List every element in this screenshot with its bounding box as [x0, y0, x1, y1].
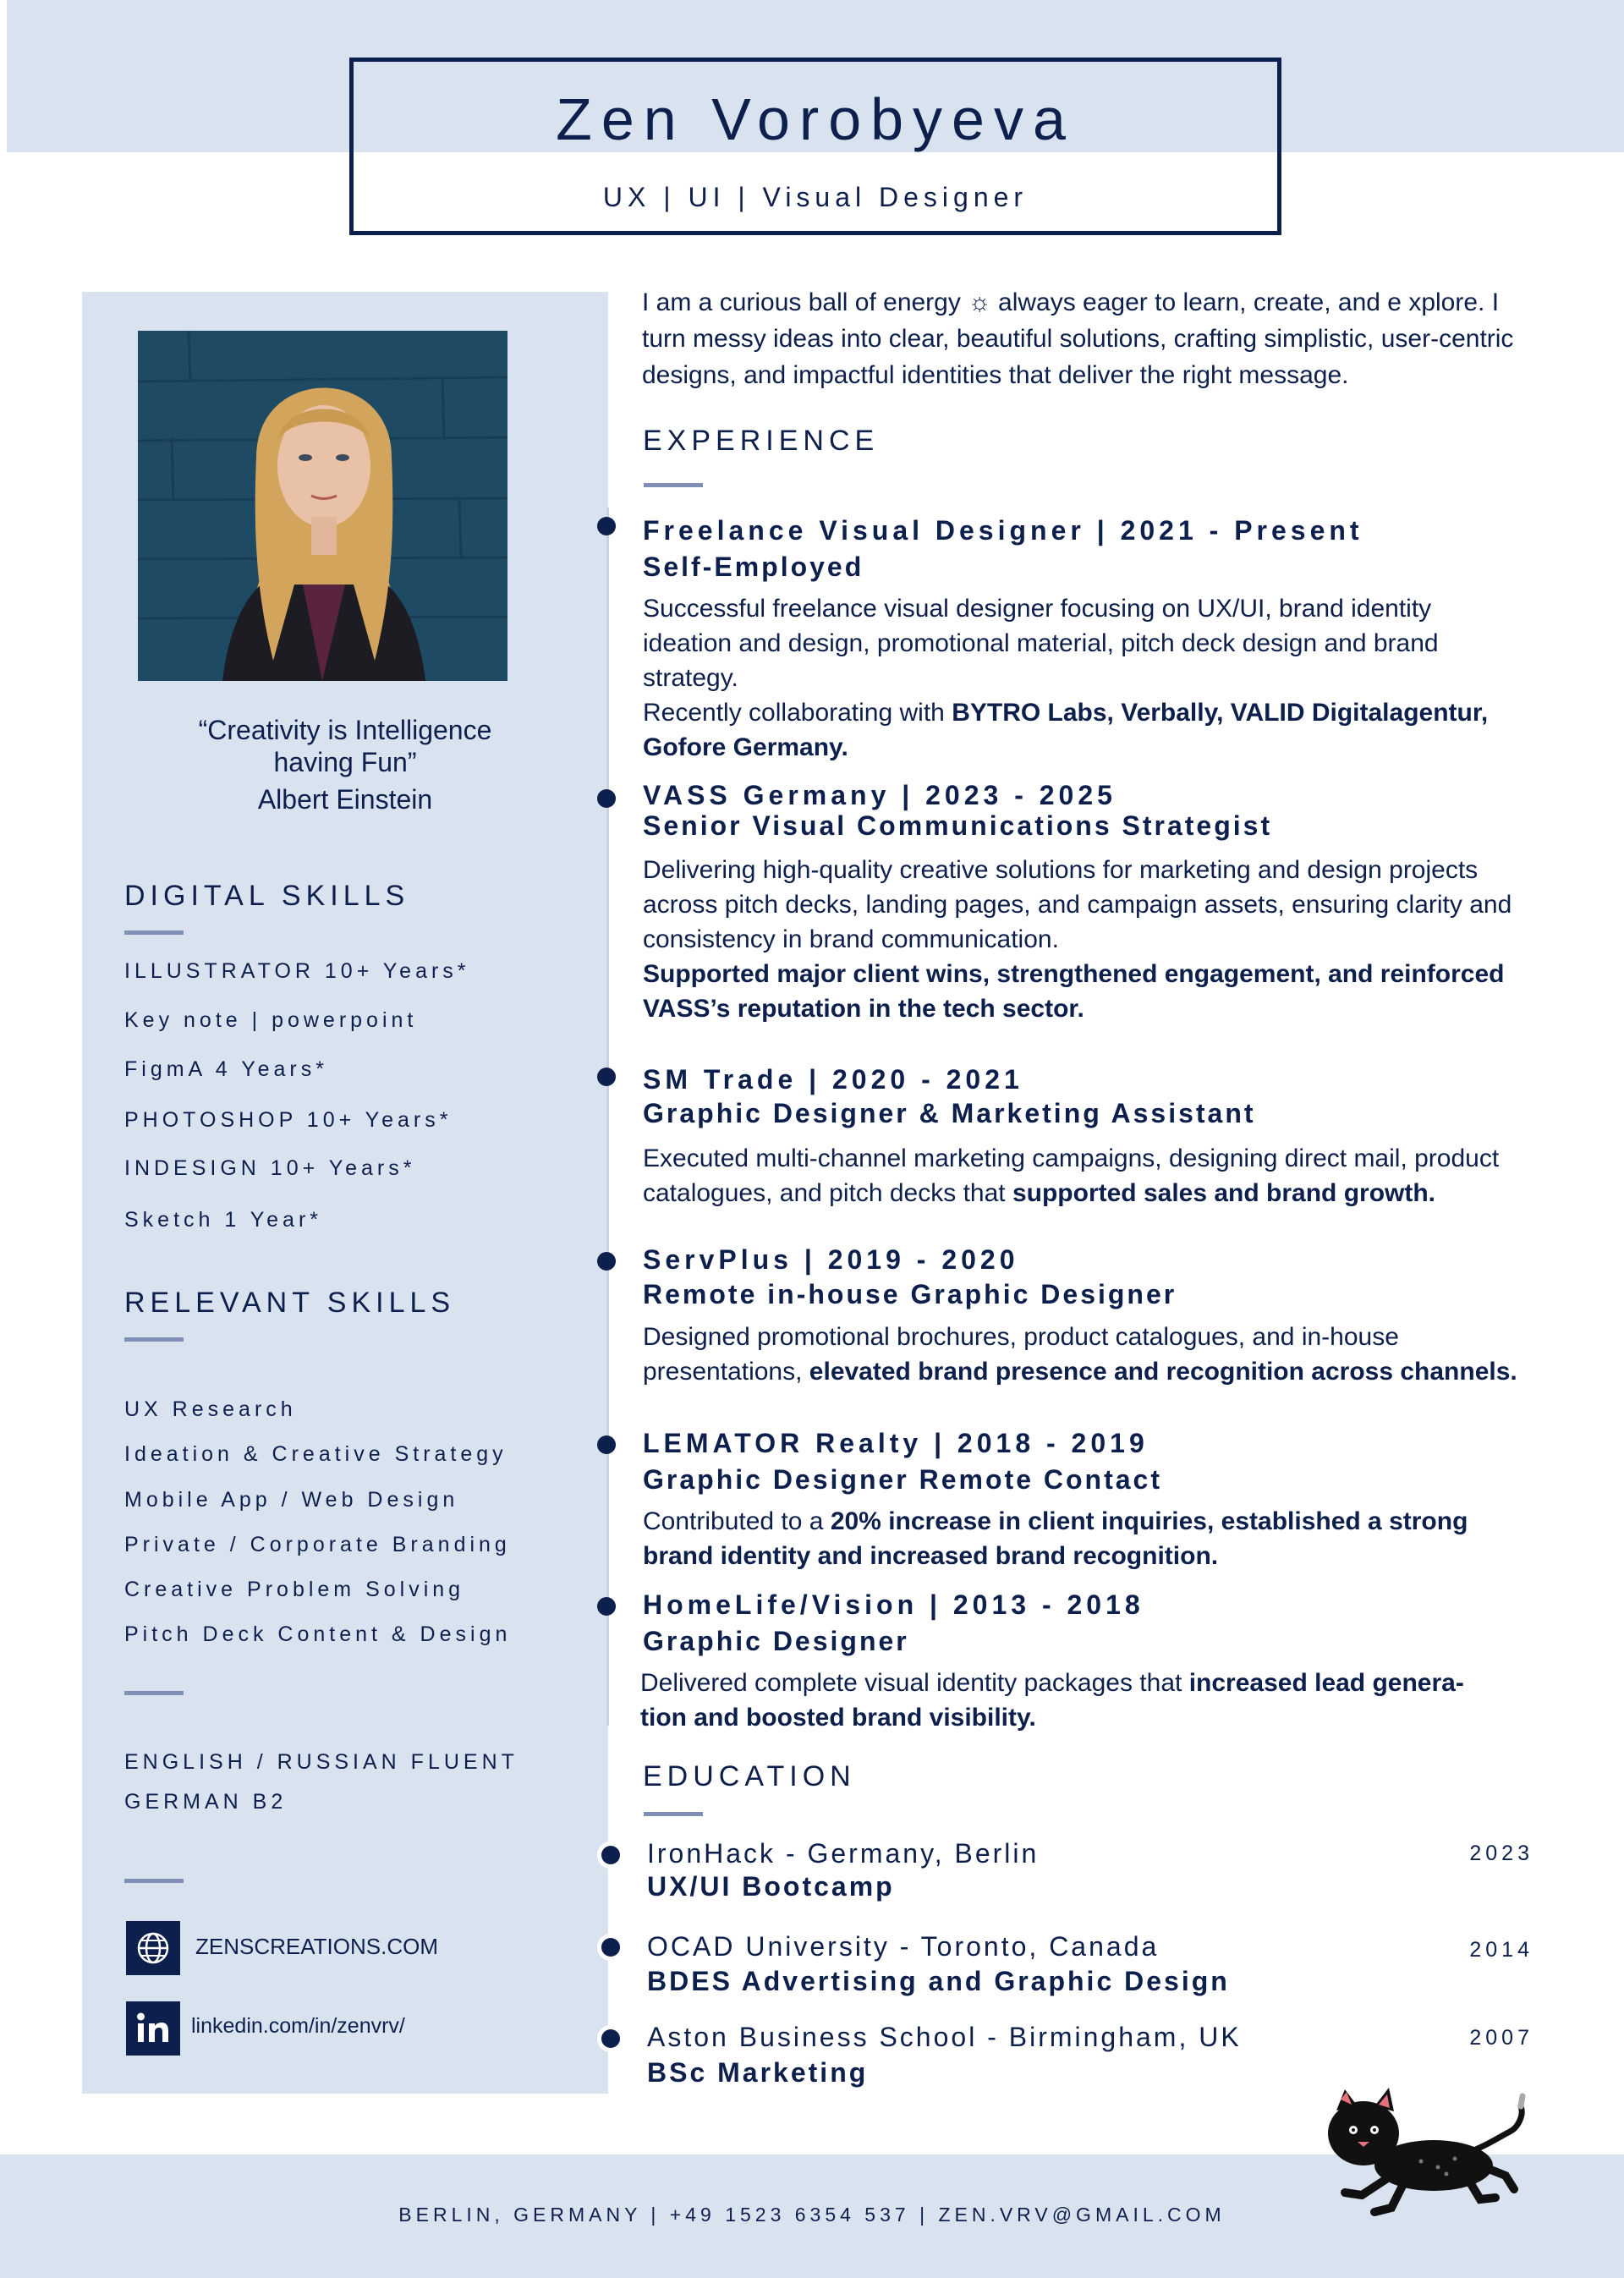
job-title: VASS Germany | 2023 - 2025	[643, 780, 1116, 810]
job-subtitle: Senior Visual Communications Strategist	[643, 810, 1273, 841]
job-description	[643, 1504, 1522, 1573]
job-description-text: Recently collaborating with	[643, 699, 952, 727]
job-description-text: Delivered complete visual identity packages that	[640, 1669, 1189, 1697]
profile-photo	[138, 331, 508, 681]
job-highlight: Supported major client wins, strengthened engagement, and reinforced VASS’s reputation in the tech sector.	[643, 960, 1505, 1023]
job-subtitle: Graphic Designer & Marketing Assistant	[643, 1098, 1256, 1128]
digital-skill-item: Sketch 1 Year*	[124, 1208, 323, 1232]
education-year: 2007	[1469, 2026, 1533, 2050]
relevant-skill-item: UX Research	[124, 1397, 297, 1421]
job-subtitle: Graphic Designer	[643, 1626, 909, 1656]
education-degree: BSc Marketing	[647, 2057, 869, 2088]
person-name: Zen Vorobyeva	[556, 86, 1075, 152]
digital-skill-item: PHOTOSHOP 10+ Years*	[124, 1108, 453, 1132]
job-description-text: Delivering high-quality creative solutions for marketing and design projects across pitch decks, landing pages, and campaign assets, ensuring clarity and consistency in brand communication.	[643, 856, 1512, 953]
linkedin-link[interactable]: linkedin.com/in/zenvrv/	[191, 2014, 405, 2038]
intro-text: I am a curious ball of energy ☼ always eager to learn, create, and e xplore. I turn messy ideas into clear, beautiful solutions, crafting simplistic, user-centric designs, and impactful identities that deliver the right message.	[642, 288, 1514, 389]
relevant-skill-item: Creative Problem Solving	[124, 1578, 465, 1601]
cat-illustration	[1311, 2081, 1531, 2225]
name-box	[349, 58, 1281, 235]
divider	[124, 1691, 184, 1695]
digital-skill-item: ILLUSTRATOR 10+ Years*	[124, 959, 470, 983]
education-school: IronHack - Germany, Berlin	[647, 1838, 1040, 1869]
timeline-dot	[597, 1597, 616, 1616]
job-description	[643, 591, 1522, 765]
website-link[interactable]: ZENSCREATIONS.COM	[195, 1934, 438, 1959]
timeline-dot	[601, 1938, 620, 1957]
job-description	[643, 1320, 1522, 1389]
job-title: LEMATOR Realty | 2018 - 2019	[643, 1428, 1149, 1458]
timeline-dot	[597, 517, 616, 535]
globe-icon	[126, 1921, 180, 1975]
job-description	[643, 853, 1522, 1026]
job-highlight: 20% increase in client inquiries, established a strong brand identity and increased brand recognition.	[643, 1507, 1468, 1570]
quote-line-2: having Fun”	[273, 747, 417, 777]
language-item: GERMAN B2	[124, 1790, 288, 1814]
education-degree: BDES Advertising and Graphic Design	[647, 1966, 1230, 1996]
digital-skill-item: INDESIGN 10+ Years*	[124, 1156, 416, 1180]
digital-skill-item: FigmA 4 Years*	[124, 1057, 328, 1081]
relevant-skill-item: Pitch Deck Content & Design	[124, 1622, 512, 1646]
divider	[124, 930, 184, 935]
job-title: Freelance Visual Designer | 2021 - Present	[643, 515, 1363, 546]
education-title: EDUCATION	[643, 1760, 856, 1792]
relevant-skill-item: Private / Corporate Branding	[124, 1533, 511, 1556]
job-highlight: elevated brand presence and recognition across channels.	[809, 1358, 1517, 1386]
linkedin-icon	[126, 2001, 180, 2056]
education-school: OCAD University - Toronto, Canada	[647, 1931, 1160, 1962]
education-year: 2023	[1469, 1842, 1533, 1865]
job-highlight: supported sales and brand growth.	[1012, 1179, 1436, 1207]
language-item: ENGLISH / RUSSIAN FLUENT	[124, 1750, 518, 1774]
divider	[124, 1879, 184, 1883]
timeline-dot	[597, 1435, 616, 1454]
job-subtitle: Graphic Designer Remote Contact	[643, 1464, 1162, 1495]
relevant-skill-item: Ideation & Creative Strategy	[124, 1442, 508, 1466]
digital-skills-title: DIGITAL SKILLS	[124, 880, 410, 912]
job-description-text: Successful freelance visual designer focusing on UX/UI, brand identity ideation and design, promotional material, pitch deck design and brand strategy.	[643, 595, 1439, 692]
timeline-line	[606, 508, 609, 1726]
job-highlight: increased lead genera- tion and boosted brand visibility.	[640, 1669, 1464, 1732]
job-title: ServPlus | 2019 - 2020	[643, 1244, 1019, 1275]
education-degree: UX/UI Bootcamp	[647, 1871, 895, 1902]
job-description	[643, 1141, 1522, 1210]
timeline-dot	[597, 789, 616, 808]
relevant-skill-item: Mobile App / Web Design	[124, 1488, 459, 1512]
experience-title: EXPERIENCE	[643, 425, 880, 457]
divider	[644, 1812, 703, 1816]
timeline-dot	[597, 1068, 616, 1086]
timeline-dot	[597, 1252, 616, 1271]
job-highlight: BYTRO Labs, Verbally, VALID Digitalagentur, Gofore Germany.	[643, 699, 1489, 761]
job-description-text: Designed promotional brochures, product catalogues, and in-house presentations,	[643, 1323, 1399, 1386]
quote-author: Albert Einstein	[257, 784, 433, 815]
job-description	[640, 1666, 1486, 1735]
job-title: SM Trade | 2020 - 2021	[643, 1064, 1023, 1095]
job-subtitle: Self-Employed	[643, 552, 864, 582]
job-role: UX | UI | Visual Designer	[602, 182, 1029, 212]
timeline-dot	[601, 2029, 620, 2048]
divider	[644, 483, 703, 487]
job-description-text: Contributed to a	[643, 1507, 831, 1535]
education-school: Aston Business School - Birmingham, UK	[647, 2022, 1242, 2052]
job-subtitle: Remote in-house Graphic Designer	[643, 1279, 1177, 1309]
job-description-text: Executed multi-channel marketing campaigns, designing direct mail, product catalogues, and pitch decks that	[643, 1144, 1500, 1207]
footer-contact-text: BERLIN, GERMANY | +49 1523 6354 537 | ZEN.VRV@GMAIL.COM	[398, 2204, 1226, 2226]
job-title: HomeLife/Vision | 2013 - 2018	[643, 1589, 1144, 1620]
divider	[124, 1337, 184, 1342]
digital-skill-item: Key note | powerpoint	[124, 1008, 418, 1032]
relevant-skills-title: RELEVANT SKILLS	[124, 1287, 456, 1319]
quote-line-1: “Creativity is Intelligence	[198, 715, 492, 745]
education-year: 2014	[1469, 1938, 1533, 1962]
timeline-dot	[601, 1846, 620, 1864]
